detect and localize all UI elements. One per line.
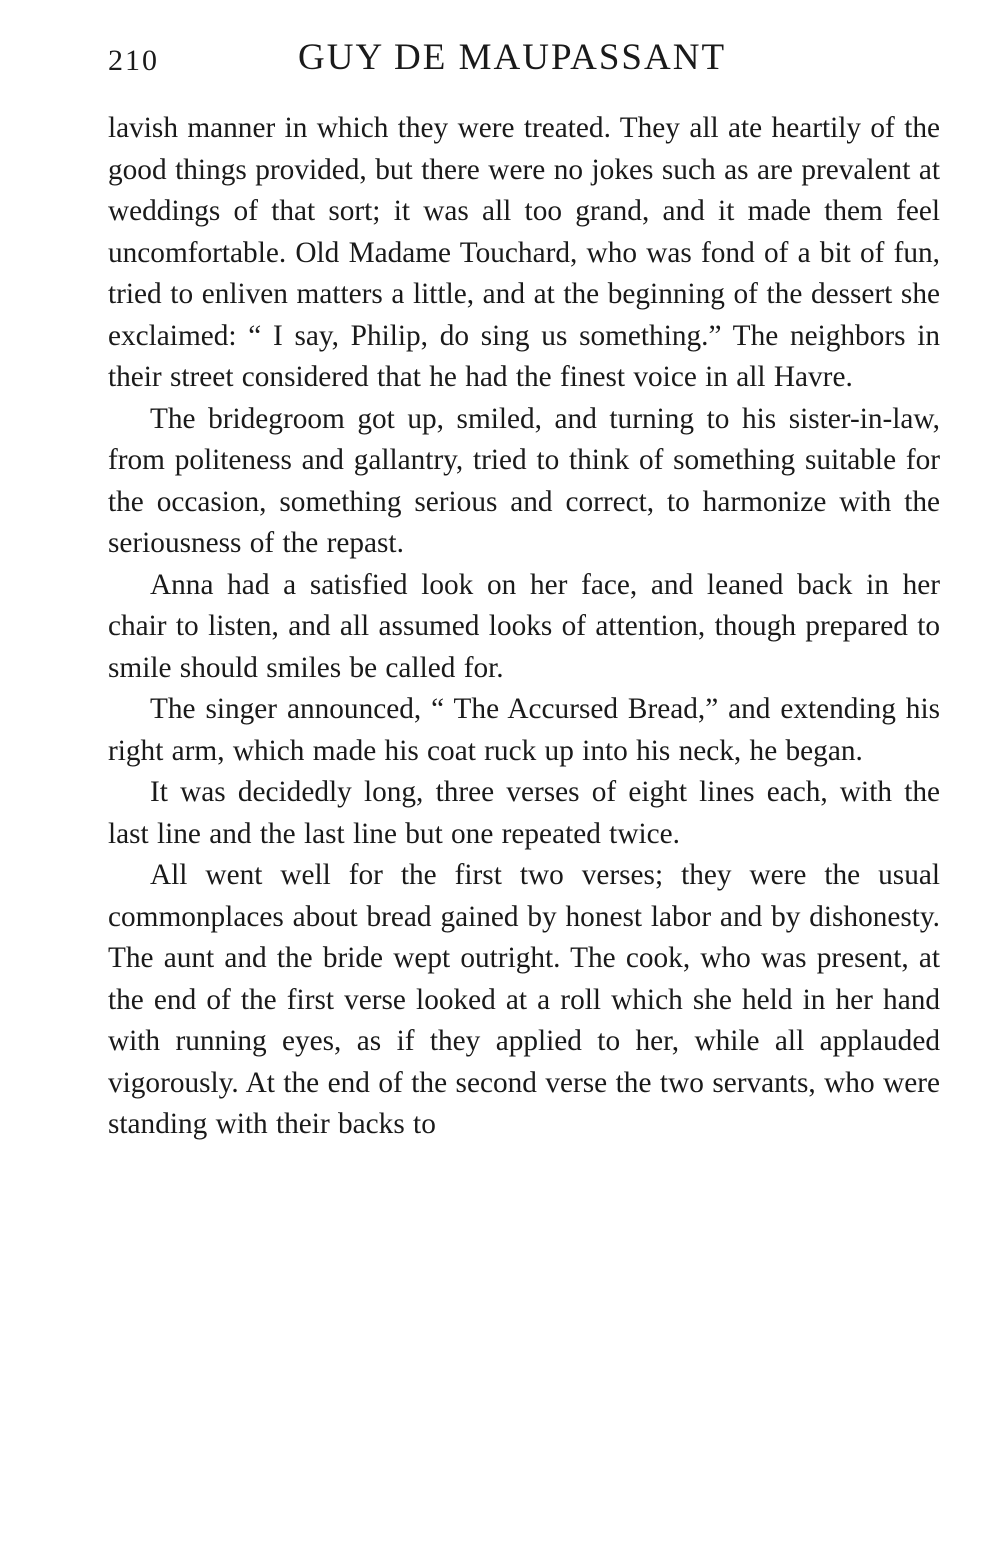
paragraph: It was decidedly long, three verses of eight lines each, with the last line and the last line but one repeated twice.	[108, 776, 940, 850]
paragraph: All went well for the first two verses; they were the usual commonplaces about bread gained by honest labor and by dishonesty. The aunt and the bride wept outright. The cook, who was present, at the end of the first verse looked at a roll which she held in her hand with running eyes, as if they applied to her, while all applauded vigorously. At the end of the second verse the two servants, who were standing with their backs to	[108, 859, 940, 1140]
paragraph-continuation: lavish manner in which they were treated. They all ate heartily of the good things provided, but there were no jokes such as are prevalent at weddings of that sort; it was all too grand, and it made them feel uncomfortable. Old Madame Touchard, who was fond of a bit of fun, tried to enliven matters a little, and at the beginning of the dessert she exclaimed: “ I say, Philip, do sing us something.” The neighbors in their street considered that he had the finest voice in all Havre.	[108, 112, 940, 393]
paragraph: Anna had a satisfied look on her face, and leaned back in her chair to listen, and all assumed looks of attention, though prepared to smile should smiles be called for.	[108, 568, 940, 684]
body-text	[108, 108, 940, 1146]
paragraph: The bridegroom got up, smiled, and turning to his sister-in-law, from politeness and gallantry, tried to think of something suitable for the occasion, something serious and correct, to harmonize with the seriousness of the repast.	[108, 402, 940, 559]
page-header	[108, 36, 938, 86]
paragraph: The singer announced, “ The Accursed Bread,” and extending his right arm, which made his coat ruck up into his neck, he began.	[108, 693, 940, 767]
page-number: 210	[108, 44, 159, 77]
running-head: GUY DE MAUPASSANT	[298, 37, 727, 78]
